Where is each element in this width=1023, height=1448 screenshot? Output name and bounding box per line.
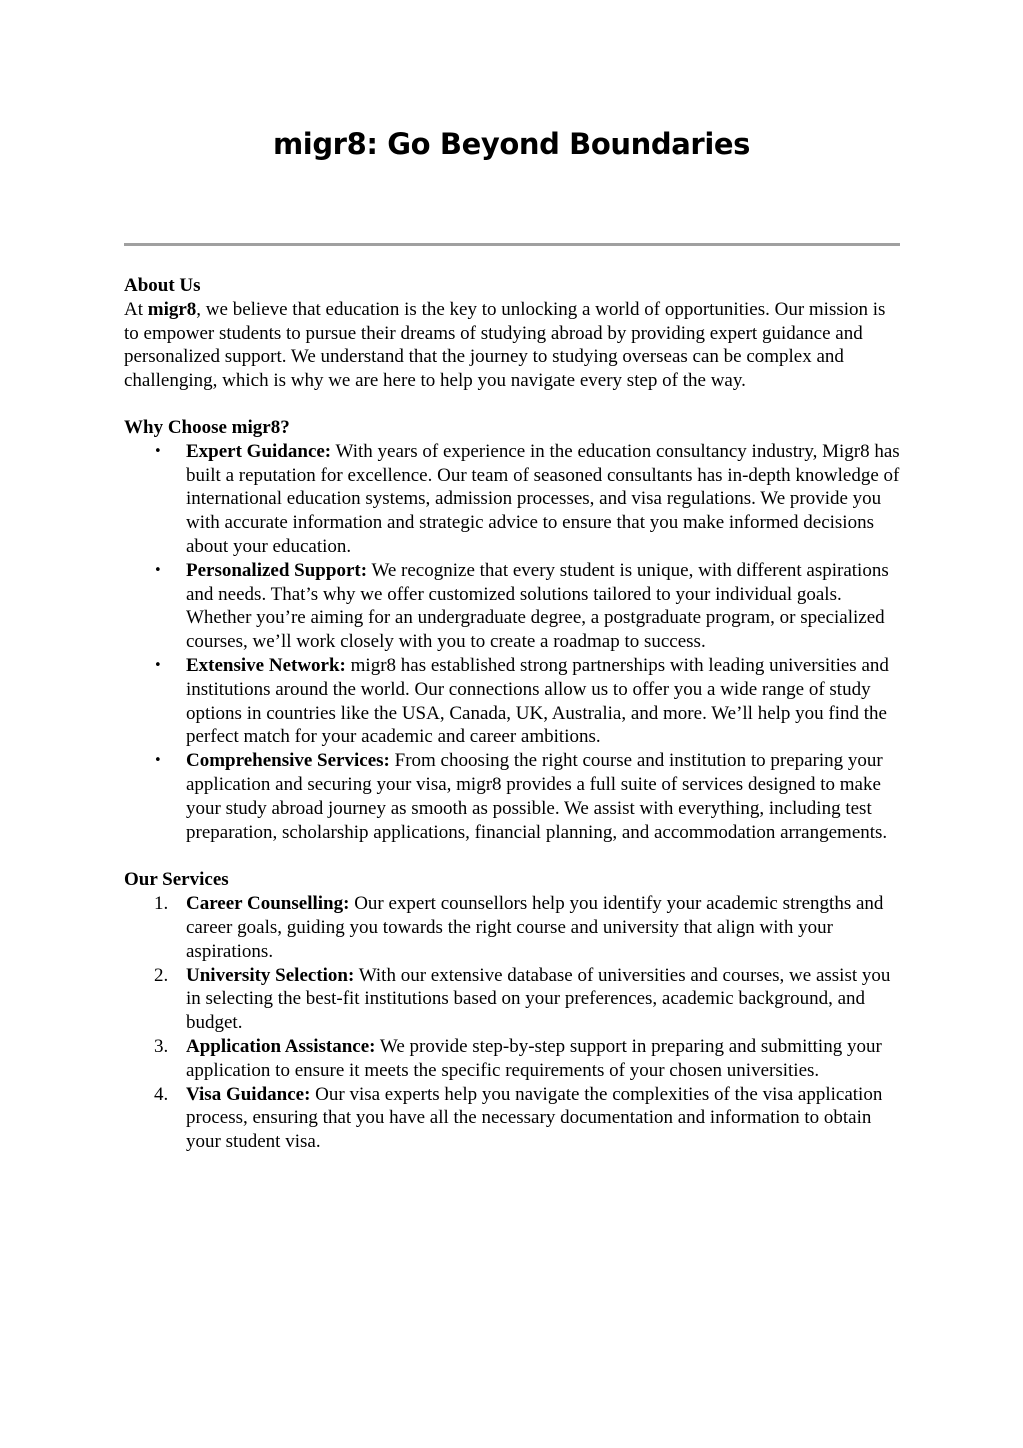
list-item-text: We recognize that every student is unique, with different aspirations and needs. That’s why we offer customized solutions tailored to your individual goals. Whether you’re aiming for an undergraduate degree, a postgraduate program, or specialized courses, we’ll work closely with you to create a roadmap to success. [186, 559, 889, 653]
list-item [124, 440, 902, 559]
list-item [124, 654, 902, 749]
list-item-title: Comprehensive Services: [186, 750, 390, 772]
about-brand: migr8 [147, 298, 197, 320]
why-list [124, 440, 902, 845]
bullet-icon: • [154, 443, 162, 459]
list-item-title: Expert Guidance: [186, 440, 332, 462]
bullet-icon: • [154, 562, 162, 578]
list-item [124, 1035, 902, 1083]
horizontal-divider [124, 243, 900, 246]
list-number: 4. [154, 1083, 169, 1105]
list-item-title: Application Assistance: [186, 1035, 376, 1057]
about-text: , we believe that education is the key to unlocking a world of opportunities. Our mission is to empower students to pursue their dreams of studying abroad by providing expert guidance and personalized support. We understand that the journey to studying overseas can be complex and challenging, which is why we are here to help you navigate every step of the way. [124, 298, 886, 392]
services-heading: Our Services [124, 869, 229, 891]
list-item-text: migr8 has established strong partnerships with leading universities and institutions around the world. Our connections allow us to offer you a wide range of study options in countries like the USA, Canada, UK, Australia, and more. We’ll help you find the perfect match for your academic and career ambitions. [186, 654, 889, 748]
list-item [124, 892, 902, 963]
why-heading: Why Choose migr8? [124, 416, 290, 438]
about-prefix: At [124, 298, 148, 320]
list-item [124, 749, 902, 844]
bullet-icon: • [154, 657, 162, 673]
bullet-icon: • [154, 753, 162, 769]
list-number: 3. [154, 1035, 169, 1057]
list-item-title: Extensive Network: [186, 654, 346, 676]
list-item-text: We provide step-by-step support in preparing and submitting your application to ensure it meets the specific requirements of your chosen universities. [186, 1035, 882, 1081]
list-item [124, 1083, 902, 1154]
about-heading: About Us [124, 275, 201, 296]
list-number: 1. [154, 893, 169, 915]
list-number: 2. [154, 964, 169, 986]
list-item-title: Personalized Support: [186, 559, 368, 581]
about-paragraph [124, 298, 902, 393]
list-item-title: University Selection: [186, 964, 355, 986]
list-item [124, 559, 902, 654]
list-item-title: Career Counselling: [186, 893, 350, 915]
list-item-text: From choosing the right course and institution to preparing your application and securing your visa, migr8 provides a full suite of services designed to make your study abroad journey as smooth as possible. We assist with everything, including test preparation, scholarship applications, financial planning, and accommodation arrangements. [186, 750, 888, 843]
list-item-text: Our expert counsellors help you identify your academic strengths and career goals, guiding you towards the right course and university that align with your aspirations. [186, 893, 884, 962]
services-list [124, 892, 902, 1154]
document-title: migr8: Go Beyond Boundaries [272, 127, 751, 161]
list-item-text: Our visa experts help you navigate the complexities of the visa application process, ensuring that you have all the necessary documentation and information to obtain your student visa. [186, 1083, 883, 1153]
list-item-text: With years of experience in the education consultancy industry, Migr8 has built a reputation for excellence. Our team of seasoned consultants has in-depth knowledge of international education systems, admission processes, and visa regulations. We provide you with accurate information and strategic advice to ensure that you make informed decisions about your education. [186, 440, 900, 557]
list-item-text: With our extensive database of universities and courses, we assist you in selecting the best-fit institutions based on your preferences, academic background, and budget. [186, 964, 891, 1034]
list-item-title: Visa Guidance: [186, 1083, 311, 1105]
document-body [124, 274, 902, 1154]
list-item [124, 964, 902, 1035]
